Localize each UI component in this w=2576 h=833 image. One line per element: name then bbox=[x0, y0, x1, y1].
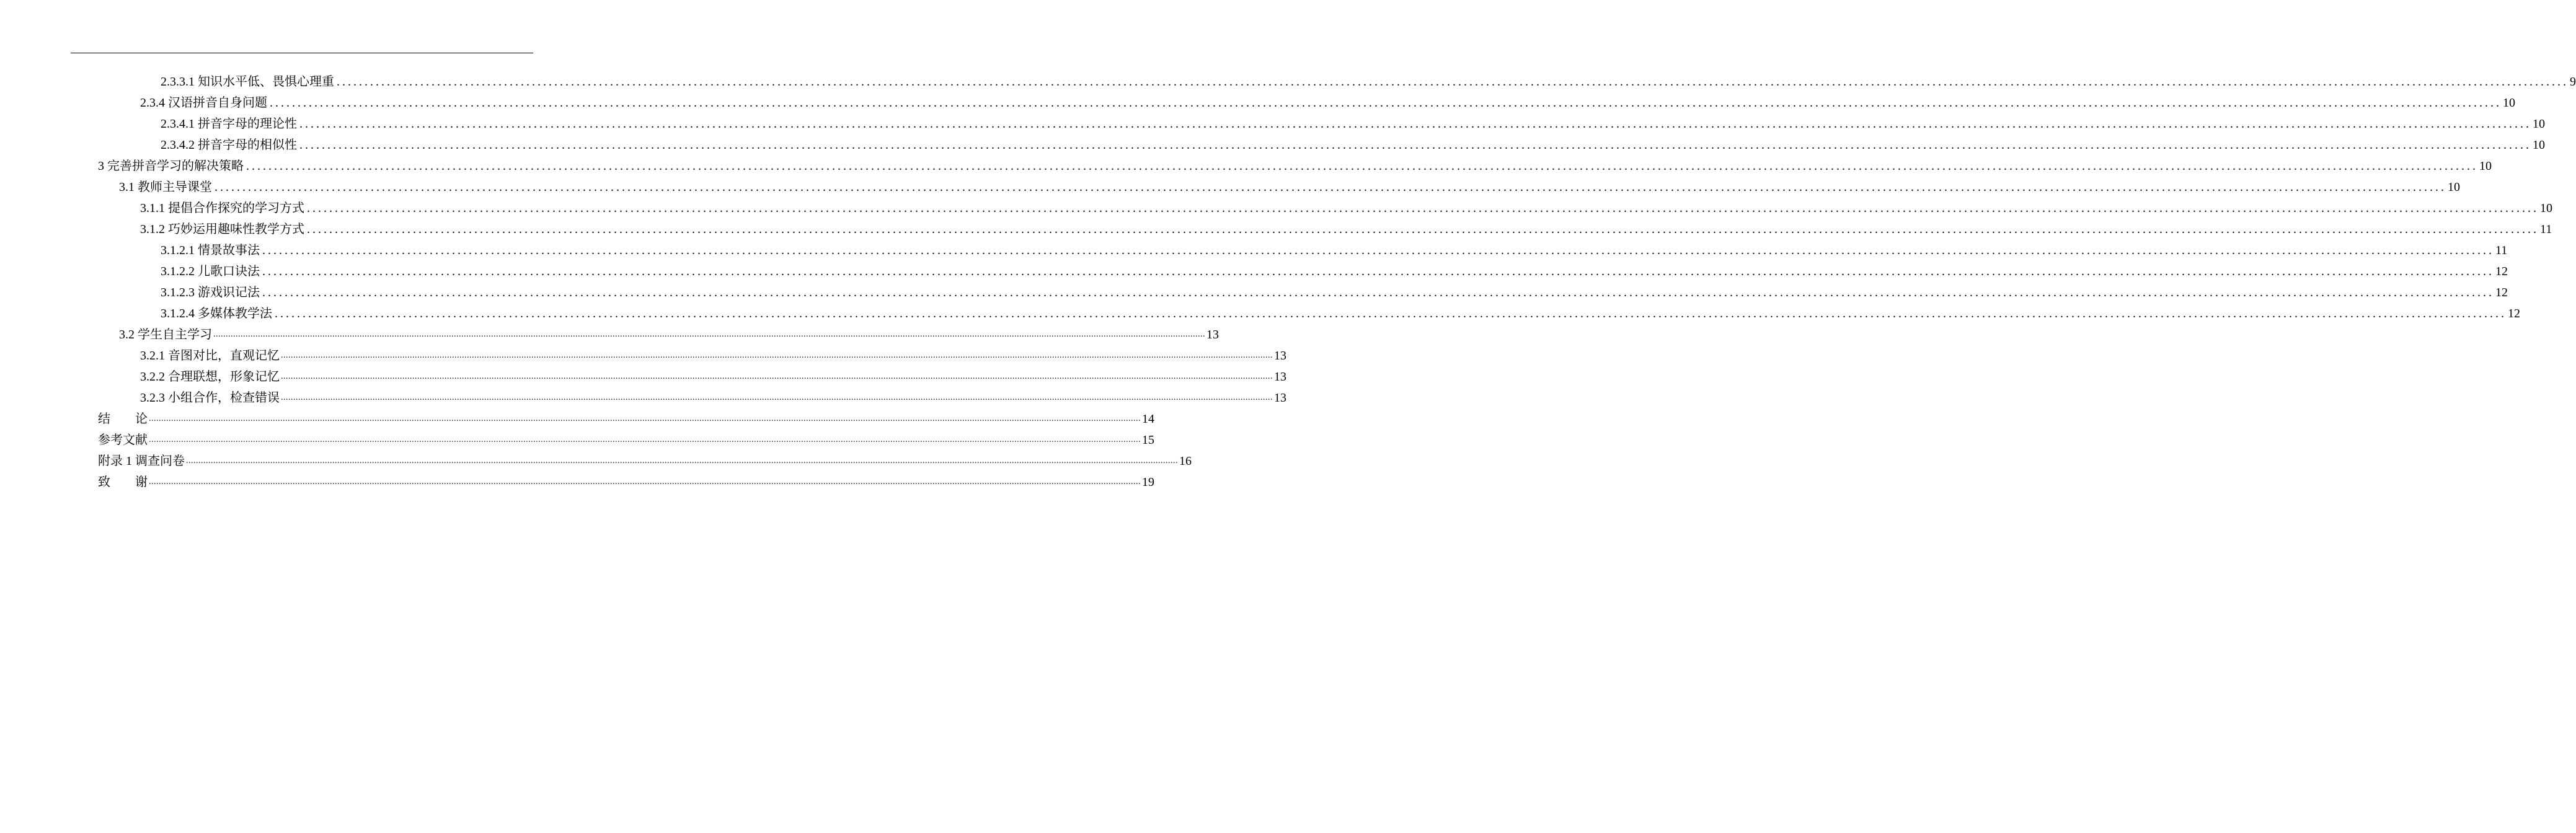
toc-entry[interactable] bbox=[161, 237, 2508, 258]
toc-entry-title: 附录 1 调查问卷 bbox=[98, 454, 185, 468]
toc-dot-leader: ................................................................................................................................................................................................................................................................................................................................................................................................................ bbox=[281, 351, 1273, 360]
toc-entry-title: 参考文献 bbox=[98, 433, 148, 447]
toc-entry-title: 3.2 学生自主学习 bbox=[119, 328, 212, 342]
toc-entry[interactable] bbox=[140, 363, 1286, 384]
toc-entry-title: 2.3.3.1 知识水平低、畏惧心理重 bbox=[161, 75, 334, 89]
toc-page-number: 10 bbox=[2503, 96, 2515, 110]
toc-entry-title: 3.1.2.2 儿歌口诀法 bbox=[161, 265, 260, 278]
toc-entry[interactable] bbox=[140, 216, 2552, 237]
toc-entry-title: 结 论 bbox=[98, 412, 148, 426]
toc-dot-leader: ................................................................................................................................................................................................................................................................................................................................................................................................................ bbox=[186, 456, 1178, 465]
toc-entry-title: 3.2.1 音图对比，直观记忆 bbox=[140, 349, 280, 363]
toc-entry-title: 3.1.2.1 情景故事法 bbox=[161, 244, 260, 257]
toc-entry[interactable] bbox=[140, 89, 2515, 110]
toc-dot-leader: ................................................................................................................................................................................................................................................................................................................................................................................................................ bbox=[215, 180, 2446, 194]
toc-page-number: 10 bbox=[2533, 117, 2545, 131]
toc-entry[interactable] bbox=[161, 258, 2508, 279]
toc-page-number: 13 bbox=[1274, 349, 1286, 363]
toc-entry-title: 3.1.1 提倡合作探究的学习方式 bbox=[140, 201, 304, 215]
toc-entry[interactable] bbox=[98, 405, 1154, 426]
toc-entry[interactable] bbox=[161, 110, 2545, 131]
toc-entry[interactable] bbox=[161, 68, 2576, 89]
toc-entry-title: 3.2.2 合理联想，形象记忆 bbox=[140, 370, 280, 384]
toc-entry[interactable] bbox=[161, 300, 2520, 321]
toc-dot-leader: ................................................................................................................................................................................................................................................................................................................................................................................................................ bbox=[149, 435, 1141, 444]
toc-dot-leader: ................................................................................................................................................................................................................................................................................................................................................................................................................ bbox=[275, 307, 2507, 320]
toc-dot-leader: ................................................................................................................................................................................................................................................................................................................................................................................................................ bbox=[149, 414, 1141, 423]
toc-page-number: 12 bbox=[2508, 307, 2520, 320]
toc-dot-leader: ................................................................................................................................................................................................................................................................................................................................................................................................................ bbox=[281, 393, 1273, 402]
toc-page-number: 13 bbox=[1274, 391, 1286, 405]
toc-dot-leader: ................................................................................................................................................................................................................................................................................................................................................................................................................ bbox=[281, 372, 1273, 381]
toc-page-number: 19 bbox=[1142, 475, 1154, 489]
toc-dot-leader: ................................................................................................................................................................................................................................................................................................................................................................................................................ bbox=[246, 159, 2478, 173]
toc-dot-leader: ................................................................................................................................................................................................................................................................................................................................................................................................................ bbox=[337, 75, 2569, 89]
toc-dot-leader: ................................................................................................................................................................................................................................................................................................................................................................................................................ bbox=[270, 96, 2502, 110]
toc-entry-title: 3.1.2.4 多媒体教学法 bbox=[161, 307, 272, 320]
toc-page-number: 12 bbox=[2495, 286, 2508, 299]
toc-dot-leader: ................................................................................................................................................................................................................................................................................................................................................................................................................ bbox=[262, 244, 2494, 257]
toc-page-number: 10 bbox=[2448, 180, 2460, 194]
toc-page-number: 12 bbox=[2495, 265, 2508, 278]
toc-dot-leader: ................................................................................................................................................................................................................................................................................................................................................................................................................ bbox=[299, 138, 2531, 152]
toc-entry[interactable] bbox=[140, 384, 1286, 405]
toc-entry-title: 3.1.2 巧妙运用趣味性教学方式 bbox=[140, 223, 304, 236]
toc-dot-leader: ................................................................................................................................................................................................................................................................................................................................................................................................................ bbox=[307, 223, 2539, 236]
toc-page-number: 10 bbox=[2479, 159, 2492, 173]
toc-dot-leader: ................................................................................................................................................................................................................................................................................................................................................................................................................ bbox=[262, 286, 2494, 299]
toc-entry[interactable] bbox=[98, 426, 1154, 447]
toc-dot-leader: ................................................................................................................................................................................................................................................................................................................................................................................................................ bbox=[149, 477, 1141, 487]
toc-dot-leader: ................................................................................................................................................................................................................................................................................................................................................................................................................ bbox=[262, 265, 2494, 278]
toc-entry[interactable] bbox=[161, 131, 2545, 152]
toc-page-number: 13 bbox=[1206, 328, 1219, 342]
toc-entry-title: 3 完善拼音学习的解决策略 bbox=[98, 159, 244, 173]
toc-page-number: 10 bbox=[2533, 138, 2545, 152]
toc-entry[interactable] bbox=[98, 469, 1154, 490]
toc-entry-title: 2.3.4.2 拼音字母的相似性 bbox=[161, 138, 297, 152]
toc-entry-title: 3.2.3 小组合作，检查错误 bbox=[140, 391, 280, 405]
toc-entry-title: 2.3.4 汉语拼音自身问题 bbox=[140, 96, 267, 110]
toc-page-number: 11 bbox=[2540, 223, 2552, 236]
toc-page-number: 11 bbox=[2495, 244, 2508, 257]
toc-page-number: 14 bbox=[1142, 412, 1154, 426]
toc-page-number: 9 bbox=[2570, 75, 2576, 89]
toc-page-number: 10 bbox=[2540, 201, 2552, 215]
toc-entry-title: 3.1.2.3 游戏识记法 bbox=[161, 286, 260, 299]
toc-dot-leader: ................................................................................................................................................................................................................................................................................................................................................................................................................ bbox=[213, 330, 1205, 339]
toc-page-number: 16 bbox=[1179, 454, 1192, 468]
toc-entry[interactable] bbox=[140, 195, 2552, 216]
toc-entry-title: 2.3.4.1 拼音字母的理论性 bbox=[161, 117, 297, 131]
toc-page-number: 13 bbox=[1274, 370, 1286, 384]
toc-entry[interactable] bbox=[98, 447, 1192, 469]
toc-dot-leader: ................................................................................................................................................................................................................................................................................................................................................................................................................ bbox=[307, 201, 2539, 215]
toc-entry[interactable] bbox=[119, 174, 2460, 195]
toc-entry[interactable] bbox=[161, 279, 2508, 300]
toc-entry[interactable] bbox=[98, 152, 2492, 174]
toc-page-number: 15 bbox=[1142, 433, 1154, 447]
toc-entry-title: 3.1 教师主导课堂 bbox=[119, 180, 212, 194]
toc-dot-leader: ................................................................................................................................................................................................................................................................................................................................................................................................................ bbox=[299, 117, 2531, 131]
toc-entry-title: 致 谢 bbox=[98, 475, 148, 489]
toc-entry[interactable] bbox=[119, 321, 1219, 342]
toc-entry[interactable] bbox=[140, 342, 1286, 363]
